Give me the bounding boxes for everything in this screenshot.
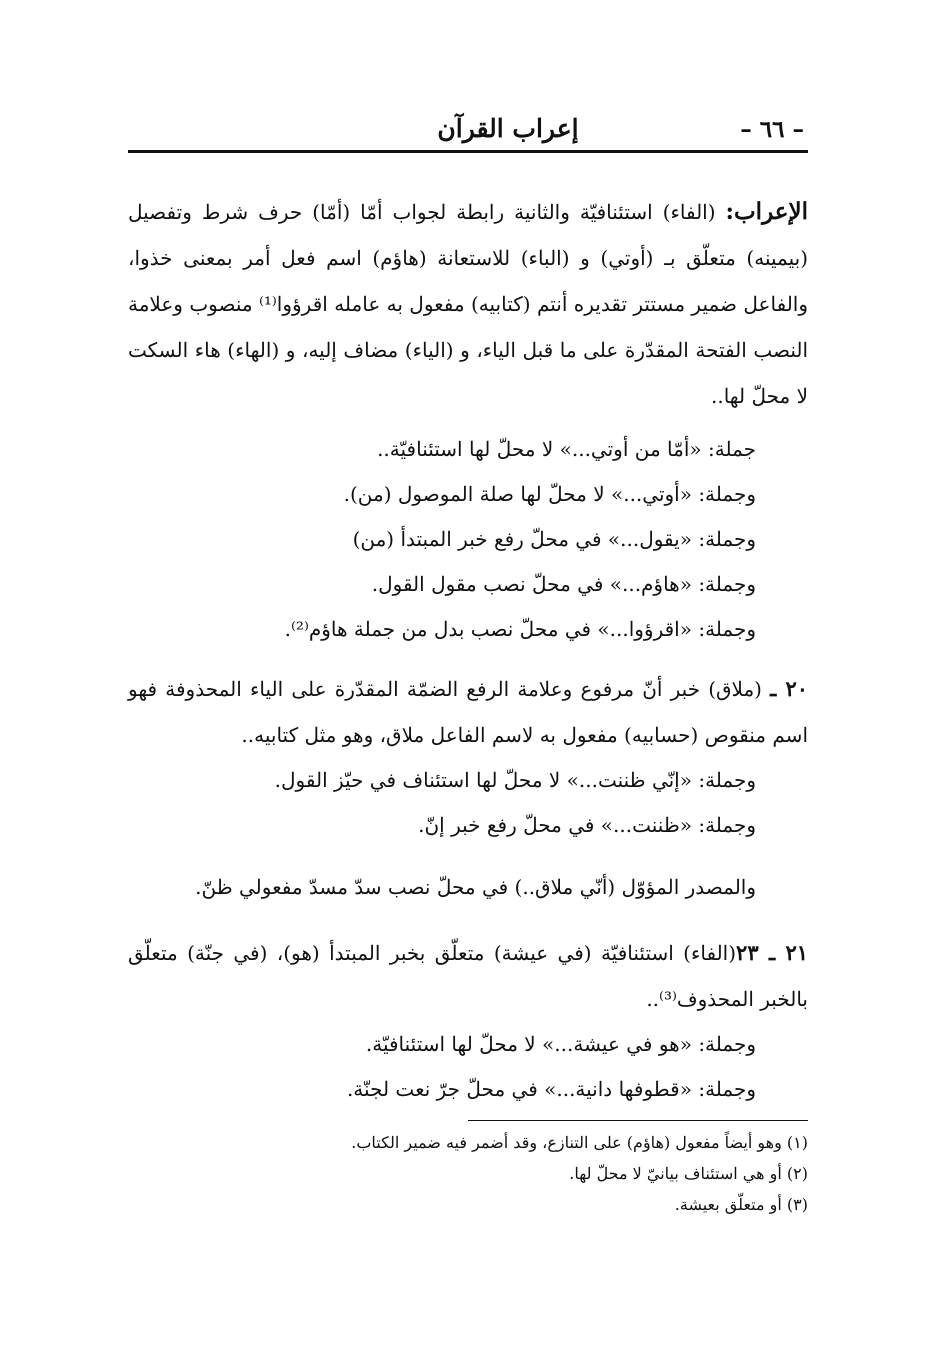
sentence-line: وجملة: «قطوفها دانية...» في محلّ جرّ نعت لجنّة. [346,1077,756,1101]
irab-text: (الفاء) استئنافيّة والثانية رابطة لجواب أمّا (أمّا) حرف شرط وتفصيل (بيمينه) متعلّق بـ (أوتي) و (الباء) للاستعانة (هاؤم) اسم فعل أمر بمعنى خذوا، والفاعل ضمير مستتر تقديره أنتم (كتابيه) مفعول به عامله اقرؤوا⁽¹⁾ منصوب وعلامة النصب الفتحة المقدّرة على ما قبل الياء، و (الياء) مضاف إليه، و (الهاء) هاء السكت لا محلّ لها.. [128,200,808,408]
verse-number: ٢١ ـ ٢٣ [736,940,808,965]
footnote-divider [468,1120,808,1121]
verse-number: ٢٠ ـ [770,676,808,701]
verse-21-23-text: (الفاء) استئنافيّة (في عيشة) متعلّق بخبر المبتدأ (هو)، (في جنّة) متعلّق بالخبر المحذوف⁽³⁾.. [128,941,808,1011]
sentence-line: جملة: «أمّا من أوتي...» لا محلّ لها استئنافيّة.. [377,437,756,461]
sentence-line: وجملة: «هاؤم...» في محلّ نصب مقول القول. [371,572,756,596]
masdar-line: والمصدر المؤوّل (أنّي ملاق..) في محلّ نصب سدّ مسدّ مفعولي ظنّ. [195,875,756,899]
page-number: – ٦٦ – [740,116,804,143]
document-page [128,112,808,1252]
sentence-line: وجملة: «أوتي...» لا محلّ لها صلة الموصول (من). [343,482,756,506]
sentence-line: وجملة: «إنّي ظننت...» لا محلّ لها استئناف في حيّز القول. [274,768,756,792]
book-title: إعراب القرآن [437,114,579,143]
verse-21-23-paragraph [128,930,808,1022]
page-header [128,112,808,153]
irab-lead: الإعراب: [725,198,808,225]
footnote: (١) وهو أيضاً مفعول (هاؤم) على التنازع، وقد أضمر فيه ضمير الكتاب. [351,1133,808,1152]
sentence-line: وجملة: «هو في عيشة...» لا محلّ لها استئنافيّة. [365,1032,756,1056]
sentence-line: وجملة: «اقرؤوا...» في محلّ نصب بدل من جملة هاؤم⁽²⁾. [284,617,756,641]
sentences-block-2 [128,758,808,848]
verse-20-text: (ملاق) خبر أنّ مرفوع وعلامة الرفع الضمّة المقدّرة على الياء المحذوفة فهو اسم منقوص (حسابيه) مفعول به لاسم الفاعل ملاق، وهو مثل كتابيه.. [128,677,808,747]
footnote: (٣) أو متعلّق بعيشة. [674,1195,808,1214]
sentences-block-3 [128,1022,808,1112]
sentence-line: وجملة: «يقول...» في محلّ رفع خبر المبتدأ (من) [352,527,756,551]
footnote: (٢) أو هي استئناف بيانيّ لا محلّ لها. [569,1164,808,1183]
sentence-line: وجملة: «ظننت...» في محلّ رفع خبر إنّ. [418,813,756,837]
sentences-block-1 [128,427,808,652]
verse-20-paragraph [128,666,808,758]
footnotes [128,1120,808,1220]
irab-paragraph [128,189,808,419]
